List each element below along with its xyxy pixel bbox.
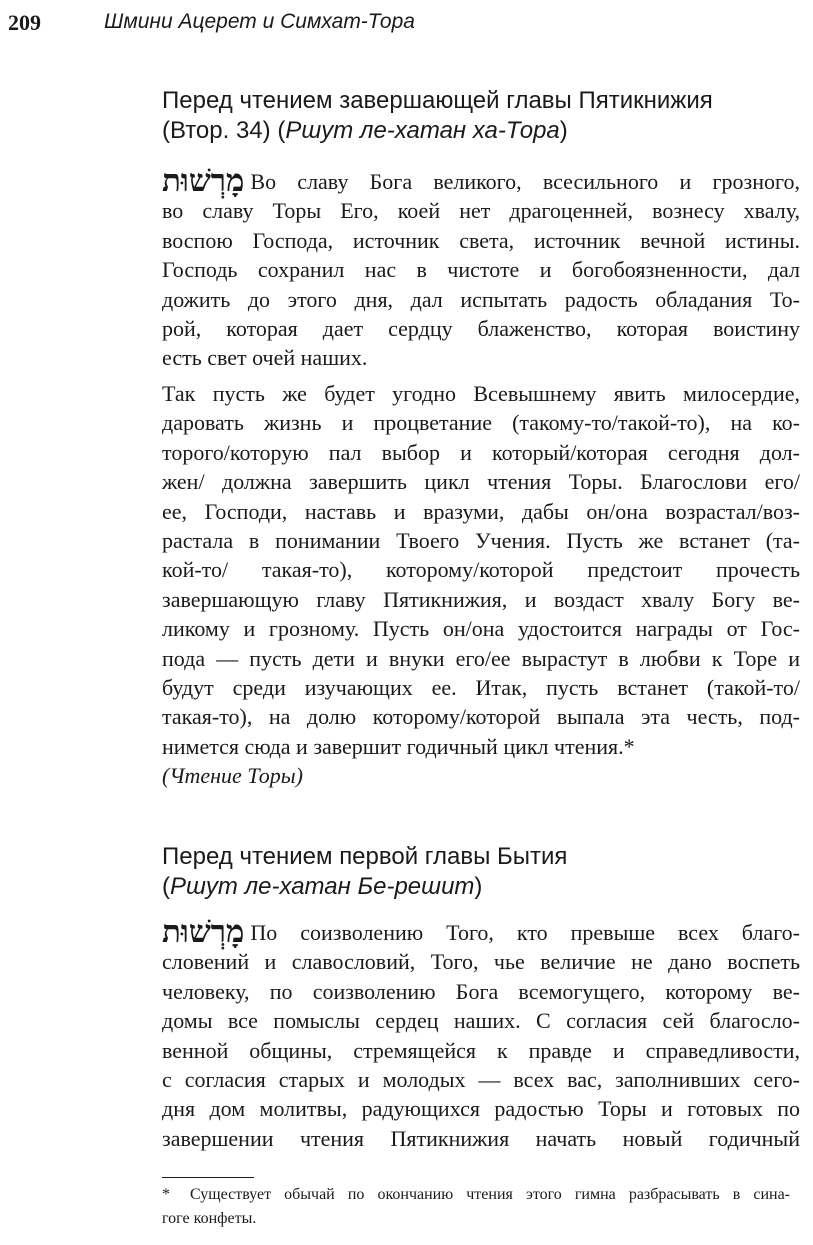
line-text: Во славу Бога великого, всесильного и грозного, [250,169,800,194]
running-header [0,4,813,44]
paragraph-3 [162,914,800,1153]
footnote-line [162,1183,790,1207]
paragraph-line: жен/ должна завершить цикл чтения Торы. Благослови его/ [162,469,800,495]
paragraph-line: Так пусть же будет угодно Всевышнему явить милосердие, [162,381,800,406]
section-heading-2-line2 [162,872,802,902]
paragraph-line: будут среди изучающих ее. Итак, пусть встанет (такой-то/ [162,674,800,700]
paragraph-line: завершении чтения Пятикнижия начать новый годичный [162,1125,800,1151]
section-heading-1-line1: Перед чтением завершающей главы Пятикнижия [162,87,713,114]
paragraph-line: венной общины, стремящейся к правде и справедливости, [162,1037,800,1063]
page-number: 209 [8,10,41,35]
footnote-text: Существует обычай по окончанию чтения этого гимна разбрасывать в сина- [190,1186,790,1203]
heading-italic-text: Ршут ле-хатан ха-Тора [285,117,560,144]
section-heading-1 [162,86,802,146]
running-title: Шмини Ацерет и Симхат-Тора [104,10,415,33]
section-heading-1-line2 [162,116,802,146]
paragraph-line: ликому и грозному. Пусть он/она удостоится награды от Гос- [162,616,800,642]
heading-italic-text: Ршут ле-хатан Бе-решит [170,873,475,900]
paragraph-line: во славу Торы Его, коей нет драгоценней, вознесу хвалу, [162,198,800,224]
section-heading-2 [162,842,802,902]
hebrew-marshut-word: מָרְשׁוּת [162,914,245,950]
paragraph-line: домы все помыслы сердец наших. С согласия сей благосло- [162,1008,800,1034]
paragraph-line [162,163,800,199]
paragraph-line: торого/которую пал выбор и который/которая сегодня дол- [162,439,800,465]
paragraph-line: воспою Господа, источник света, источник вечной истины. [162,227,800,253]
paragraph-2 [162,379,800,761]
paragraph-line: ее, Господи, наставь и вразуми, дабы он/она возрастал/воз- [162,498,800,524]
paragraph-line: завершающую главу Пятикнижия, и воздаст хвалу Богу ве- [162,586,800,612]
line-text: По соизволению Того, кто превыше всех благо- [250,920,800,945]
paragraph-line: растала в понимании Твоего Учения. Пусть же встанет (та- [162,527,800,553]
paragraph-line: пода — пусть дети и внуки его/ее вырастут в любви к Торе и [162,645,800,671]
footnote-line: гоге конфеты. [162,1210,257,1227]
paragraph-line: даровать жизнь и процветание (такому-то/такой-то), на ко- [162,410,800,436]
footnote-marker: * [162,1186,170,1203]
paragraph-line: Господь сохранил нас в чистоте и богобоязненности, дал [162,257,800,283]
paragraph-line: нимется сюда и завершит годичный цикл чтения.* [162,733,635,759]
heading-close-paren: ) [474,873,483,900]
paragraph-1 [162,163,800,373]
paragraph-line [162,914,800,950]
footnote [162,1183,790,1231]
footnote-divider [162,1177,254,1178]
paragraph-line: есть свет очей наших. [162,345,368,371]
paragraph-line: с согласия старых и молодых — всех вас, заполнивших сего- [162,1066,800,1092]
heading-plain-text: (Втор. 34) ( [162,117,286,144]
heading-close-paren: ) [559,117,568,144]
paragraph-line: дня дом молитвы, радующихся радостью Торы и готовых по [162,1096,800,1122]
paragraph-line: кой-то/ такая-то), которому/которой предстоит прочесть [162,557,800,583]
paragraph-line: словений и славословий, Того, чье величие не дано воспеть [162,949,800,975]
paragraph-line: человеку, по соизволению Бога всемогущего, которому ве- [162,978,800,1004]
hebrew-marshut-word: מָרְשׁוּת [162,163,245,199]
heading-open-paren: ( [162,873,170,900]
section-heading-2-line1: Перед чтением первой главы Бытия [162,843,568,870]
stage-direction: (Чтение Торы) [162,763,303,788]
paragraph-line: рой, которая дает сердцу блаженство, которая воистину [162,315,800,341]
paragraph-line: такая-то), на долю которому/которой выпала эта честь, под- [162,704,800,730]
paragraph-line: дожить до этого дня, дал испытать радость обладания То- [162,286,800,312]
